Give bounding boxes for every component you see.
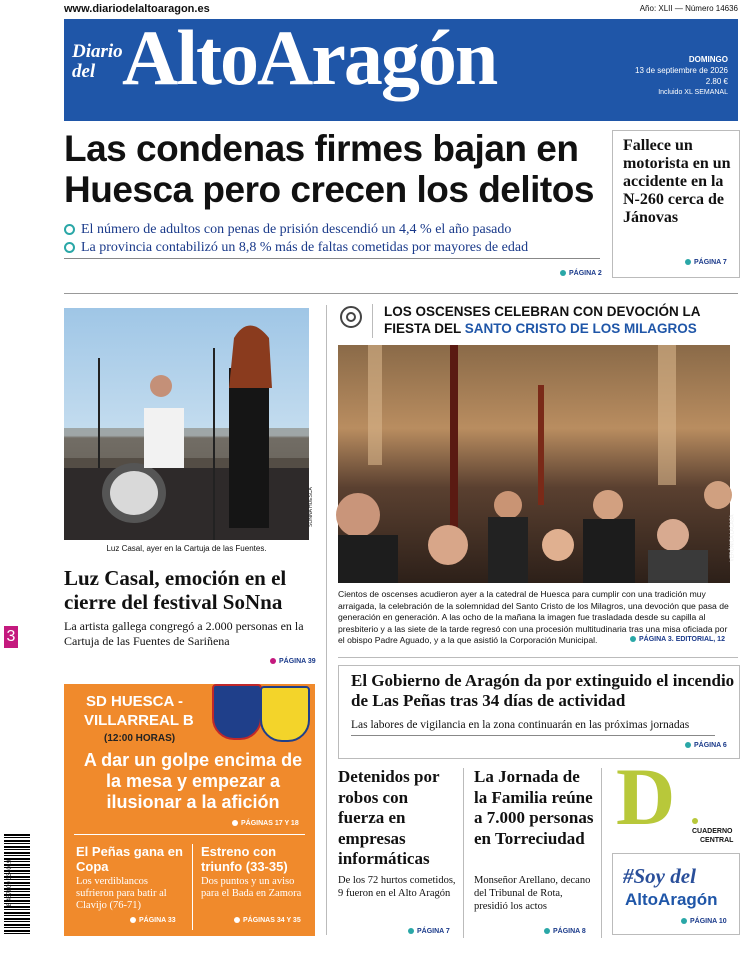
sport-headline: A dar un golpe encima de la mesa y empezar a ilusionar a la afición [83, 750, 303, 812]
cristo-icon [340, 306, 362, 328]
masthead-del: del [72, 61, 96, 82]
side-top-headline: Fallece un motorista en un accidente en la N-260 cerca de Jánovas [623, 137, 731, 226]
luz-casal-photo[interactable] [64, 308, 315, 540]
soy-line2: AltoAragón [625, 890, 718, 909]
side-top-page-ref: PÁGINA 7 [685, 259, 727, 266]
procession-illustration [338, 345, 730, 583]
lead-bullet-1 [64, 222, 604, 238]
sport-right-text: Dos puntos y un aviso para el Bada en Zamora [201, 876, 302, 899]
sport-time: (12:00 HORAS) [104, 733, 176, 744]
sport-separator [74, 834, 305, 835]
luz-text: La artista gallega congregó a 2.000 personas en la Cartuja de las Fuentes de Sariñena [64, 619, 304, 648]
masthead-diario: Diario [72, 41, 123, 62]
section-badge: 3 [4, 626, 18, 648]
gobierno-page-ref: PÁGINA 6 [685, 742, 727, 749]
detenidos-text: De los 72 hurtos cometidos, 9 fueron en el Alto Aragón [338, 875, 456, 899]
cuaderno-letter: D [616, 751, 676, 842]
familia-text: Monseñor Arellano, decano del Tribunal de Rota, presidió los actos [474, 875, 591, 912]
masthead-day: DOMINGO [688, 55, 728, 64]
cristo-text: Cientos de oscenses acudieron ayer a la catedral de Huesca para cumplir con una tradición muy arraigada, la celebración de la solemnidad del Santo Cristo de los Milagros, una devoción que pasa de generación en generación. A las ocho de la mañana la imagen fue trasladada desde su capilla al presbiterio y a las siete de la tarde regresó con una procesión multitudinaria tras una misa oficiada por el obispo Padre Aguado, y a la que asistió la Corporación Municipal. [338, 589, 729, 645]
concert-illustration [64, 308, 309, 540]
luz-photo-credit: SONNA HUESCA [308, 487, 315, 527]
separator [64, 293, 738, 294]
cristo-photo-credit: VERÓNICA LACASA [729, 514, 736, 562]
bullet-icon [64, 242, 75, 253]
sport-left-text: Los verdiblancos sufrieron para batir al Clavijo (76-71) [76, 876, 167, 911]
sd-huesca-crest-icon [212, 684, 262, 740]
cuaderno-label: CUADERNO CENTRAL [692, 818, 738, 845]
site-url[interactable]: www.diariodelaltoaragon.es [64, 3, 210, 15]
masthead-price: 2.80 € [705, 77, 728, 86]
gobierno-underline [351, 735, 715, 736]
cristo-kicker-part2: SANTO CRISTO DE LOS MILAGROS [464, 321, 697, 336]
sport-match-line1: SD HUESCA - [86, 693, 183, 710]
issue-number: Año: XLII — Número 14636 [639, 4, 738, 13]
sport-column-divider [192, 844, 193, 930]
detenidos-headline[interactable]: Detenidos por robos con fuerza en empresas informáticas [338, 767, 440, 868]
sport-box[interactable] [64, 684, 315, 936]
sport-match-line2: VILLARREAL B [84, 712, 194, 729]
column-divider [601, 768, 602, 938]
luz-headline[interactable]: Luz Casal, emoción en el cierre del festival SoNna [64, 566, 287, 614]
lead-headline-line2: Huesca pero crecen los delitos [64, 169, 594, 210]
column-divider [463, 768, 464, 938]
sport-right-page-ref: PÁGINAS 34 Y 35 [234, 917, 301, 924]
sport-page-ref: PÁGINAS 17 Y 18 [232, 820, 299, 827]
masthead-supplement: Incluido XL SEMANAL [658, 89, 728, 96]
lead-headline[interactable] [64, 128, 604, 210]
luz-caption: Luz Casal, ayer en la Cartuja de las Fuentes. [106, 544, 267, 553]
lead-bullet-2-text: La provincia contabilizó un 8,8 % más de faltas cometidas por mayores de edad [81, 240, 529, 255]
cristo-kicker[interactable] [384, 303, 729, 337]
cristo-kicker-part1: LOS OSCENSES CELEBRAN CON DEVOCIÓN LA FIESTA DEL [384, 304, 701, 336]
lead-bullet-1-text: El número de adultos con penas de prisión descendió un 4,4 % el año pasado [81, 222, 512, 237]
cristo-kicker-divider [372, 304, 373, 338]
gobierno-box[interactable] [338, 665, 740, 759]
villarreal-crest-icon [260, 686, 310, 742]
sport-left-page-ref: PÁGINA 33 [130, 917, 176, 924]
cristo-page-ref[interactable]: PÁGINA 3. EDITORIAL, 12 [630, 636, 725, 643]
sport-left-title: El Peñas gana en Copa [76, 844, 183, 874]
gobierno-text: Las labores de vigilancia en la zona continuarán en las próximas jornadas [351, 719, 690, 731]
familia-headline[interactable]: La Jornada de la Familia reúne a 7.000 personas en Torreciudad [474, 767, 594, 848]
masthead-date: 13 de septiembre de 2026 [635, 66, 728, 75]
column-divider [326, 305, 327, 935]
detenidos-page-ref[interactable]: PÁGINA 7 [408, 928, 450, 935]
barcode-number: 8 437009 334019 [7, 859, 13, 907]
soy-box[interactable] [612, 853, 740, 935]
soy-line1: #Soy del [623, 864, 696, 888]
lead-headline-line1: Las condenas firmes bajan en [64, 128, 579, 169]
lead-bullet-2 [64, 240, 604, 256]
familia-page-ref[interactable]: PÁGINA 8 [544, 928, 586, 935]
soy-page-ref: PÁGINA 10 [681, 918, 727, 925]
separator [338, 657, 738, 658]
cuaderno-central[interactable] [612, 751, 738, 844]
masthead [64, 14, 738, 121]
side-top-box[interactable] [612, 130, 740, 278]
cristo-photo[interactable] [338, 345, 736, 583]
luz-page-ref[interactable]: PÁGINA 39 [270, 658, 316, 665]
sport-right-title: Estreno con triunfo (33-35) [201, 844, 288, 874]
masthead-title: AltoAragón [122, 14, 497, 101]
lead-underline [64, 258, 600, 259]
lead-page-ref[interactable]: PÁGINA 2 [560, 270, 602, 277]
bullet-icon [64, 224, 75, 235]
gobierno-headline: El Gobierno de Aragón da por extinguido el incendio de Las Peñas tras 34 días de actividad [351, 671, 735, 710]
